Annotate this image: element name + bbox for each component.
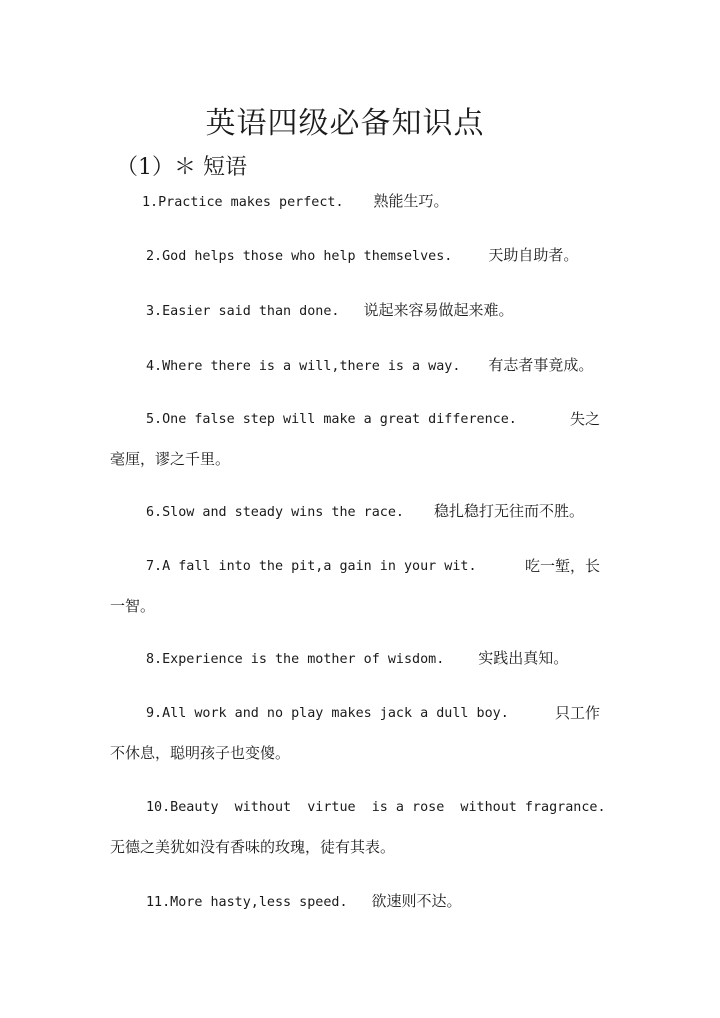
proverb-item xyxy=(110,345,606,385)
proverb-english: 10.Beauty without virtue is a rose without fragrance. xyxy=(146,800,606,815)
proverb-chinese-continued: 不休息，聪明孩子也变傻。 xyxy=(110,744,291,762)
proverb-english: 5.One false step will make a great difference. xyxy=(146,412,517,427)
proverb-item xyxy=(110,546,606,626)
proverb-chinese: 熟能生巧。 xyxy=(373,192,449,210)
proverb-english: 7.A fall into the pit,a gain in your wit. xyxy=(146,559,477,574)
proverb-item xyxy=(110,399,606,479)
proverb-english: 8.Experience is the mother of wisdom. xyxy=(146,652,445,667)
proverb-item xyxy=(110,235,606,275)
proverb-chinese: 稳扎稳打无往而不胜。 xyxy=(433,502,584,520)
proverb-english: 6.Slow and steady wins the race. xyxy=(146,505,404,520)
proverb-english: 11.More hasty,less speed. xyxy=(146,895,348,910)
proverb-english: 3.Easier said than done. xyxy=(146,304,340,319)
proverb-chinese-continued: 无德之美犹如没有香味的玫瑰，徒有其表。 xyxy=(110,838,396,856)
proverb-chinese: 有志者事竟成。 xyxy=(488,356,594,374)
proverb-item xyxy=(110,290,606,330)
proverb-chinese-continued: 一智。 xyxy=(110,597,156,615)
proverb-english: 2.God helps those who help themselves. xyxy=(146,249,453,264)
proverb-chinese: 天助自助者。 xyxy=(488,246,579,264)
proverb-item xyxy=(110,881,606,921)
document-title: 英语四级必备知识点 xyxy=(205,106,485,141)
proverb-chinese: 实践出真知。 xyxy=(478,649,569,667)
proverb-chinese: 欲速则不达。 xyxy=(371,892,462,910)
proverb-chinese: 只工作 xyxy=(554,704,600,722)
proverb-chinese: 失之 xyxy=(569,410,600,428)
proverb-chinese: 吃一堑，长 xyxy=(524,557,600,575)
proverb-english: 1.Practice makes perfect. xyxy=(142,195,344,210)
proverb-item xyxy=(110,638,606,678)
proverb-item xyxy=(110,693,606,773)
proverb-item xyxy=(110,787,606,867)
proverb-chinese: 说起来容易做起来难。 xyxy=(363,301,514,319)
proverb-english: 9.All work and no play makes jack a dull boy. xyxy=(146,706,509,721)
proverb-english: 4.Where there is a will,there is a way. xyxy=(146,359,461,374)
section-heading: （1）＊ 短语 xyxy=(116,155,247,180)
proverb-chinese-continued: 毫厘，谬之千里。 xyxy=(110,450,231,468)
proverb-item xyxy=(110,491,606,531)
proverb-item xyxy=(110,181,606,221)
